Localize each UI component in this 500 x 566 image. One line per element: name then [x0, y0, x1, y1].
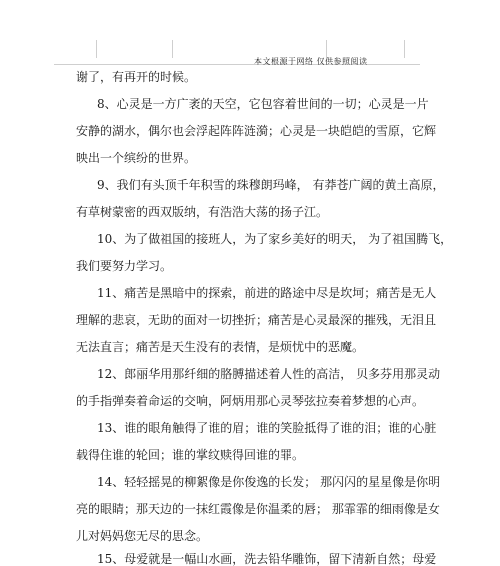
text-line: 我们要努力学习。	[76, 259, 173, 273]
text-line: 的手指弹奏着命运的交响，阿炳用那心灵琴弦拉奏着梦想的心声。	[76, 394, 425, 408]
text-line: 有草树蒙密的西双版纳，有浩浩大荡的扬子江。	[76, 205, 329, 219]
text-line: 11、痛苦是黑暗中的探索，前进的路途中尽是坎坷；痛苦是无人	[97, 286, 437, 300]
text-line: 14、轻轻摇晃的柳絮像是你俊逸的长发； 那闪闪的星星像是你明	[97, 475, 441, 489]
text-line: 儿对妈妈您无尽的思念。	[76, 529, 209, 543]
text-line: 无法直言；痛苦是天生没有的表情，是烦忧中的恶魔。	[76, 340, 365, 354]
text-line: 10、为了做祖国的接班人，为了家乡美好的明天， 为了祖国腾飞，	[97, 232, 453, 246]
text-line: 9、我们有头顶千年积雪的珠穆朗玛峰， 有莽苍广阔的黄土高原，	[97, 178, 445, 192]
header-note: 本文根源于网络 仅供参照阅读	[254, 57, 368, 66]
text-line: 谢了，有再开的时候。	[76, 70, 197, 84]
text-line: 载得住谁的轮回；谁的掌纹赎得回谁的罪。	[76, 448, 305, 462]
text-line: 12、郎丽华用那纤细的胳膊描述着人性的高洁， 贝多芬用那灵动	[97, 367, 441, 381]
text-line: 8、心灵是一方广袤的天空，它包容着世间的一切；心灵是一片	[97, 97, 429, 111]
header-mark-left	[96, 40, 97, 58]
text-line: 13、谁的眼角触得了谁的眉；谁的笑脸抵得了谁的泪；谁的心脏	[97, 421, 437, 435]
text-line: 理解的悲哀，无助的面对一切挫折；痛苦是心灵最深的摧残，无泪且	[76, 313, 437, 327]
header-mark-center-left	[172, 40, 173, 58]
text-line: 安静的湖水，偶尔也会浮起阵阵涟漪；心灵是一块皑皑的雪原，它辉	[76, 124, 437, 138]
text-line: 映出一个缤纷的世界。	[76, 151, 197, 165]
text-line: 15、母爱就是一幅山水画，洗去铅华雕饰，留下清新自然；母爱	[97, 552, 437, 566]
header-mark-right	[404, 40, 405, 58]
text-line: 亮的眼睛；那天边的一抹红霞像是你温柔的唇； 那霏霏的细雨像是女	[76, 502, 440, 516]
